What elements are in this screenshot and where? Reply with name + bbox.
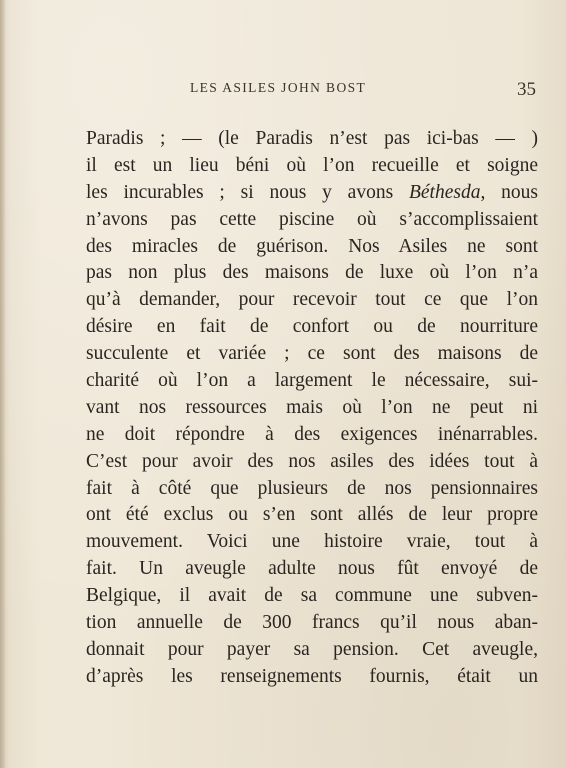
- text-line: fait. Un aveugle adulte nous fût envoyé de: [86, 558, 538, 580]
- text-line: qu’à demander, pour recevoir tout ce que l’on: [86, 289, 538, 311]
- text-line: les incurables ; si nous y avons Béthesda, nous: [86, 181, 538, 203]
- text-line: tion annuelle de 300 francs qu’il nous aban-: [86, 612, 538, 634]
- text-line: succulente et variée ; ce sont des maisons de: [86, 343, 538, 365]
- text-line: mouvement. Voici une histoire vraie, tout à: [86, 531, 538, 553]
- text-line: il est un lieu béni où l’on recueille et soigne: [86, 154, 538, 176]
- text-line: ont été exclus ou s’en sont allés de leur propre: [86, 504, 538, 526]
- running-head: LES ASILES JOHN BOST: [190, 80, 367, 95]
- text-line: fait à côté que plusieurs de nos pensionnaires: [86, 477, 538, 499]
- text-line: donnait pour payer sa pension. Cet aveugle,: [86, 638, 538, 660]
- text-line: charité où l’on a largement le nécessaire, sui-: [86, 370, 538, 392]
- text-line: Belgique, il avait de sa commune une subven-: [86, 585, 538, 607]
- text-line: pas non plus des maisons de luxe où l’on n’a: [86, 262, 538, 284]
- text-line: désire en fait de confort ou de nourriture: [86, 316, 538, 338]
- text-line: d’après les renseignements fournis, était un: [86, 665, 538, 687]
- text-line: n’avons pas cette piscine où s’accomplissaient: [86, 208, 538, 230]
- text-line: Paradis ; — (le Paradis n’est pas ici-bas — ): [86, 128, 538, 149]
- body-text: [86, 126, 538, 691]
- text-line: ne doit répondre à des exigences inénarrables.: [86, 423, 538, 445]
- page-number: 35: [517, 79, 536, 100]
- text-line: des miracles de guérison. Nos Asiles ne sont: [86, 235, 538, 257]
- text-line: vant nos ressources mais où l’on ne peut ni: [86, 396, 538, 418]
- text-line: C’est pour avoir des nos asiles des idées tout à: [86, 450, 538, 472]
- page-spine-shadow: [0, 0, 6, 768]
- italic-word: Béthesda: [408, 181, 481, 203]
